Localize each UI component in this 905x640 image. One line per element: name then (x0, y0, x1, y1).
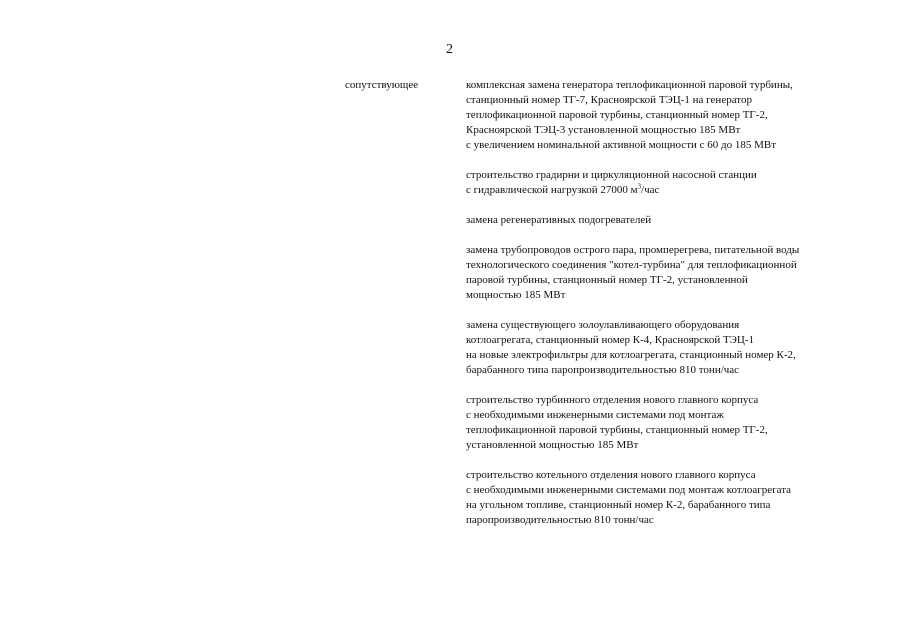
paragraph-cooling-tower (466, 168, 886, 198)
paragraph-turbine-department (466, 393, 886, 453)
text-fragment: с гидравлической нагрузкой 27000 м (466, 184, 638, 196)
text-line: котлоагрегата, станционный номер К-4, Красноярской ТЭЦ-1 (466, 334, 755, 346)
text-line: теплофикационной паровой турбины, станционный номер ТГ-2, (466, 109, 768, 121)
text-line: с увеличением номинальной активной мощности с 60 до 185 МВт (466, 139, 777, 151)
text-line: мощностью 185 МВт (466, 289, 566, 301)
text-line: паровой турбины, станционный номер ТГ-2, установленной (466, 274, 748, 286)
text-line: строительство турбинного отделения нового главного корпуса (466, 394, 759, 406)
text-line: с необходимыми инженерными системами под монтаж котлоагрегата (466, 484, 792, 496)
page-number: 2 (446, 42, 453, 57)
text-line: на угольном топливе, станционный номер К-2, барабанного типа (466, 499, 771, 511)
paragraph-ash-collection (466, 318, 886, 378)
text-line: на новые электрофильтры для котлоагрегата, станционный номер К-2, (466, 349, 796, 361)
text-line: паропроизводительностью 810 тонн/час (466, 514, 654, 526)
text-line: станционный номер ТГ-7, Красноярской ТЭЦ-1 на генератор (466, 94, 752, 106)
text-line: замена регенеративных подогревателей (466, 214, 652, 226)
section-label: сопутствующее (345, 79, 419, 91)
text-line: с необходимыми инженерными системами под монтаж (466, 409, 724, 421)
paragraph-generator-replacement (466, 78, 886, 153)
paragraph-pipelines (466, 243, 886, 303)
text-line: установленной мощностью 185 МВт (466, 439, 639, 451)
text-fragment: /час (641, 184, 660, 196)
text-line: строительство котельного отделения нового главного корпуса (466, 469, 756, 481)
text-line: технологического соединения "котел-турбина" для теплофикационной (466, 259, 797, 271)
text-line: теплофикационной паровой турбины, станционный номер ТГ-2, (466, 424, 768, 436)
text-line: замена существующего золоулавливающего оборудования (466, 319, 740, 331)
paragraph-regenerative-heaters (466, 213, 886, 228)
text-line: строительство градирни и циркуляционной насосной станции (466, 169, 757, 181)
text-line: барабанного типа паропроизводительностью 810 тонн/час (466, 364, 740, 376)
text-line-with-superscript (466, 183, 886, 198)
text-line: замена трубопроводов острого пара, промперегрева, питательной воды (466, 244, 800, 256)
document-content (466, 78, 886, 543)
text-line: Красноярской ТЭЦ-3 установленной мощностью 185 МВт (466, 124, 741, 136)
text-line: комплексная замена генератора теплофикационной паровой турбины, (466, 79, 793, 91)
superscript-3: 3 (637, 182, 642, 191)
paragraph-boiler-department (466, 468, 886, 528)
